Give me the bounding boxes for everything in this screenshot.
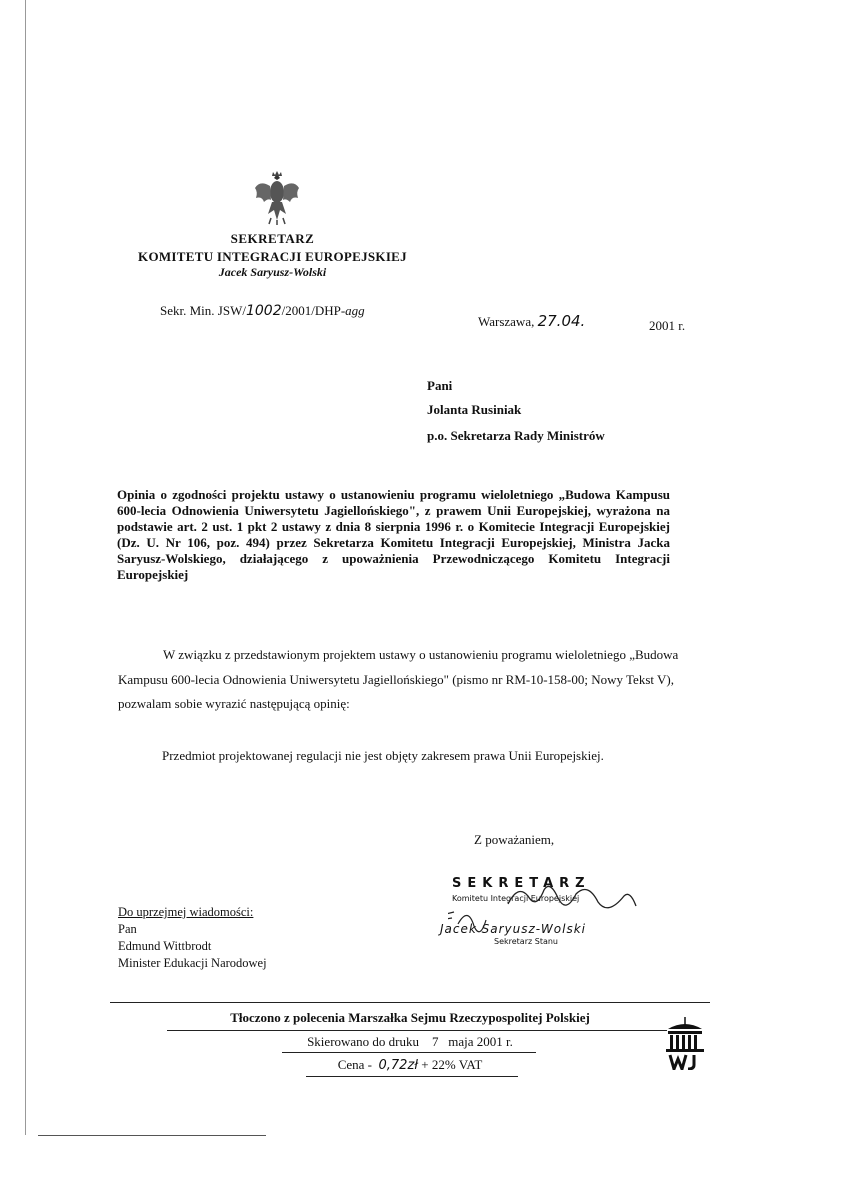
addressee-salutation: Pani <box>427 378 453 393</box>
year: 2001 r. <box>649 318 686 333</box>
handwritten-date: 27.04. <box>537 312 586 330</box>
body-paragraph-2: Przedmiot projektowanej regulacji nie jest objęty zakresem prawa Unii Europejskiej. <box>162 748 604 763</box>
print-date-day: 7 <box>432 1034 439 1049</box>
header-name: Jacek Saryusz-Wolski <box>218 265 327 279</box>
cc-heading: Do uprzejmej wiadomości: <box>118 905 254 919</box>
reference-handwritten-number: 1002 <box>245 303 282 319</box>
signature-stamp <box>440 876 648 956</box>
footer-price <box>110 1057 710 1073</box>
reference-prefix: Sekr. Min. JSW/ <box>160 303 246 318</box>
cc-salutation: Pan <box>118 922 137 936</box>
sejm-logo-icon <box>660 1015 710 1070</box>
handwritten-signature-icon <box>448 876 648 956</box>
print-date-prefix: Skierowano do druku <box>307 1034 420 1049</box>
stamp-position: Sekretarz Stanu <box>494 937 558 946</box>
body-paragraph-1 <box>118 643 688 717</box>
cc-name: Edmund Wittbrodt <box>118 939 212 953</box>
price-vat: + 22% VAT <box>421 1057 483 1072</box>
closing: Z poważaniem, <box>474 832 555 847</box>
footer-divider <box>282 1052 536 1053</box>
cc-title: Minister Edukacji Narodowej <box>118 956 267 970</box>
footer-print-date <box>110 1034 710 1050</box>
addressee-name: Jolanta Rusiniak <box>427 402 522 417</box>
reference-suffix: /2001/DHP- <box>281 303 346 318</box>
reference-number <box>160 303 365 319</box>
letter-subject: Opinia o zgodności projektu ustawy o ustanowieniu programu wieloletniego „Budowa Kampusu 600-lecia Odnowienia Uniwersytetu Jagiellońskiego", z prawem Unii Europejskiej, wyrażona na podstawie art. 2 ust. 1 pkt 2 ustawy z dnia 8 sierpnia 1996 r. o Komitecie Integracji Europejskiej (Dz. U. Nr 106, poz. 494) przez Sekretarza Komitetu Integracji Europejskiej, Ministra Jacka Saryusz-Wolskiego, działającego z upoważnienia Przewodniczącego Komitetu Integracji Europejskiej <box>117 487 670 582</box>
footer-divider <box>167 1030 667 1031</box>
place: Warszawa, <box>478 314 535 329</box>
place-date <box>478 312 585 330</box>
scan-bottom-line <box>38 1135 266 1136</box>
addressee-title: p.o. Sekretarza Rady Ministrów <box>427 428 605 443</box>
stamp-title: SEKRETARZ <box>452 876 591 891</box>
header-title: SEKRETARZ <box>230 231 315 246</box>
reference-initials: agg <box>345 303 365 318</box>
footer-print-order: Tłoczono z polecenia Marszałka Sejmu Rzeczypospolitej Polskiej <box>230 1010 590 1025</box>
header-committee: KOMITETU INTEGRACJI EUROPEJSKIEJ <box>138 249 407 264</box>
price-value: 0,72zł <box>378 1058 419 1073</box>
footer-divider <box>306 1076 518 1077</box>
price-prefix: Cena - <box>337 1057 372 1072</box>
scan-margin-line <box>25 0 26 1135</box>
footer-divider <box>110 1002 710 1003</box>
print-date-month: maja 2001 r. <box>448 1034 513 1049</box>
polish-eagle-emblem-icon <box>252 170 302 226</box>
body-paragraph-1-text: W związku z przedstawionym projektem ustawy o ustanowieniu programu wieloletniego „Budowa Kampusu 600-lecia Odnowienia Uniwersytetu Jagiellońskiego" (pismo nr RM-10-158-00; Nowy Tekst V), pozwalam sobie wyrazić następującą opinię: <box>118 647 679 711</box>
stamp-name: Jacek Saryusz-Wolski <box>440 922 586 936</box>
stamp-committee: Komitetu Integracji Europejskiej <box>452 894 580 903</box>
